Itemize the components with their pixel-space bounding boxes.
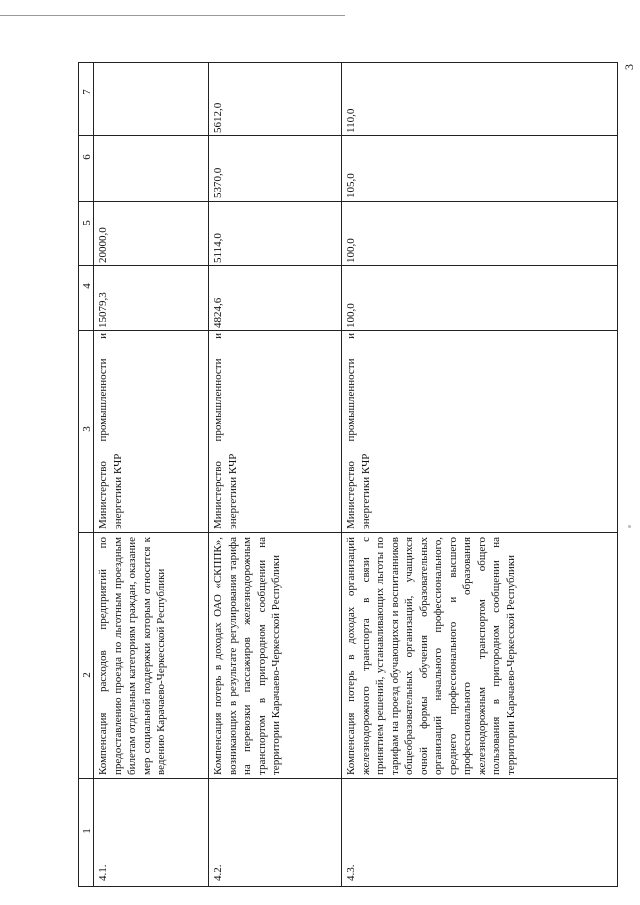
row-4-2-executor: Министерство промышленности и энергетики КЧР bbox=[212, 333, 239, 529]
row-4-2-col4: 4824,6 bbox=[212, 297, 224, 328]
header-col-1: 1 bbox=[81, 828, 93, 834]
row-4-3-executor: Министерство промышленности и энергетики КЧР bbox=[345, 333, 372, 529]
top-rule bbox=[0, 15, 345, 16]
row-separator-2 bbox=[341, 63, 342, 886]
row-4-3-col7: 110,0 bbox=[345, 108, 357, 133]
row-4-3-col5: 100,0 bbox=[345, 238, 357, 263]
row-4-2-col5: 5114,0 bbox=[212, 233, 224, 263]
col-separator-5-6 bbox=[79, 201, 617, 202]
row-4-1-number: 4.1. bbox=[97, 864, 109, 881]
row-4-2-description: Компенсация потерь в доходах ОАО «СКППК», возникающих в результате регулирования тарифа на перевозки пассажиров железнодорожным транспортом в пригородном сообщении на территории Карачаево-Черкесской Республики bbox=[212, 537, 282, 775]
header-col-6: 6 bbox=[81, 154, 93, 160]
col-separator-4-5 bbox=[79, 265, 617, 266]
header-separator bbox=[93, 63, 94, 886]
col-separator-2-3 bbox=[79, 532, 617, 533]
row-separator-1 bbox=[208, 63, 209, 886]
row-4-1-col4: 15079,3 bbox=[97, 292, 109, 328]
row-4-2-col7: 5612,0 bbox=[212, 102, 224, 133]
row-4-1-executor: Министерство промышленности и энергетики КЧР bbox=[97, 333, 124, 529]
page-number: 3 bbox=[622, 64, 636, 70]
row-4-2-number: 4.2. bbox=[212, 864, 224, 881]
header-col-4: 4 bbox=[81, 283, 93, 289]
data-table bbox=[78, 62, 618, 887]
col-separator-6-7 bbox=[79, 135, 617, 136]
header-col-7: 7 bbox=[81, 89, 93, 95]
row-4-3-col6: 105,0 bbox=[345, 173, 357, 198]
header-col-3: 3 bbox=[81, 426, 93, 432]
col-separator-1-2 bbox=[79, 778, 617, 779]
row-4-3-description: Компенсация потерь в доходах организаций железнодорожного транспорта в связи с принятием решений, устанавливающих льготы по тарифам на проезд обучающихся и воспитанников общеобразовательных организаций, учащихся очной формы обучения образовательных организаций начального профессионального, среднего профессионального и высшего профессионального образования железнодорожным транспортом общего пользования в пригородном сообщении на территории Карачаево-Черкесской Республики bbox=[345, 537, 517, 775]
scan-speck bbox=[628, 525, 631, 528]
row-4-3-number: 4.3. bbox=[345, 864, 357, 881]
row-4-2-col6: 5370,0 bbox=[212, 167, 224, 198]
header-col-5: 5 bbox=[81, 220, 93, 226]
header-col-2: 2 bbox=[81, 672, 93, 678]
row-4-1-description: Компенсация расходов предприятий по предоставлению проезда по льготным проездным билетам отдельным категориям граждан, оказание мер социальной поддержки которым относится к ведению Карачаево-Черкесской Республики bbox=[97, 537, 167, 775]
row-4-1-col5: 20000,0 bbox=[97, 227, 109, 263]
row-4-3-col4: 100,0 bbox=[345, 303, 357, 328]
col-separator-3-4 bbox=[79, 330, 617, 331]
